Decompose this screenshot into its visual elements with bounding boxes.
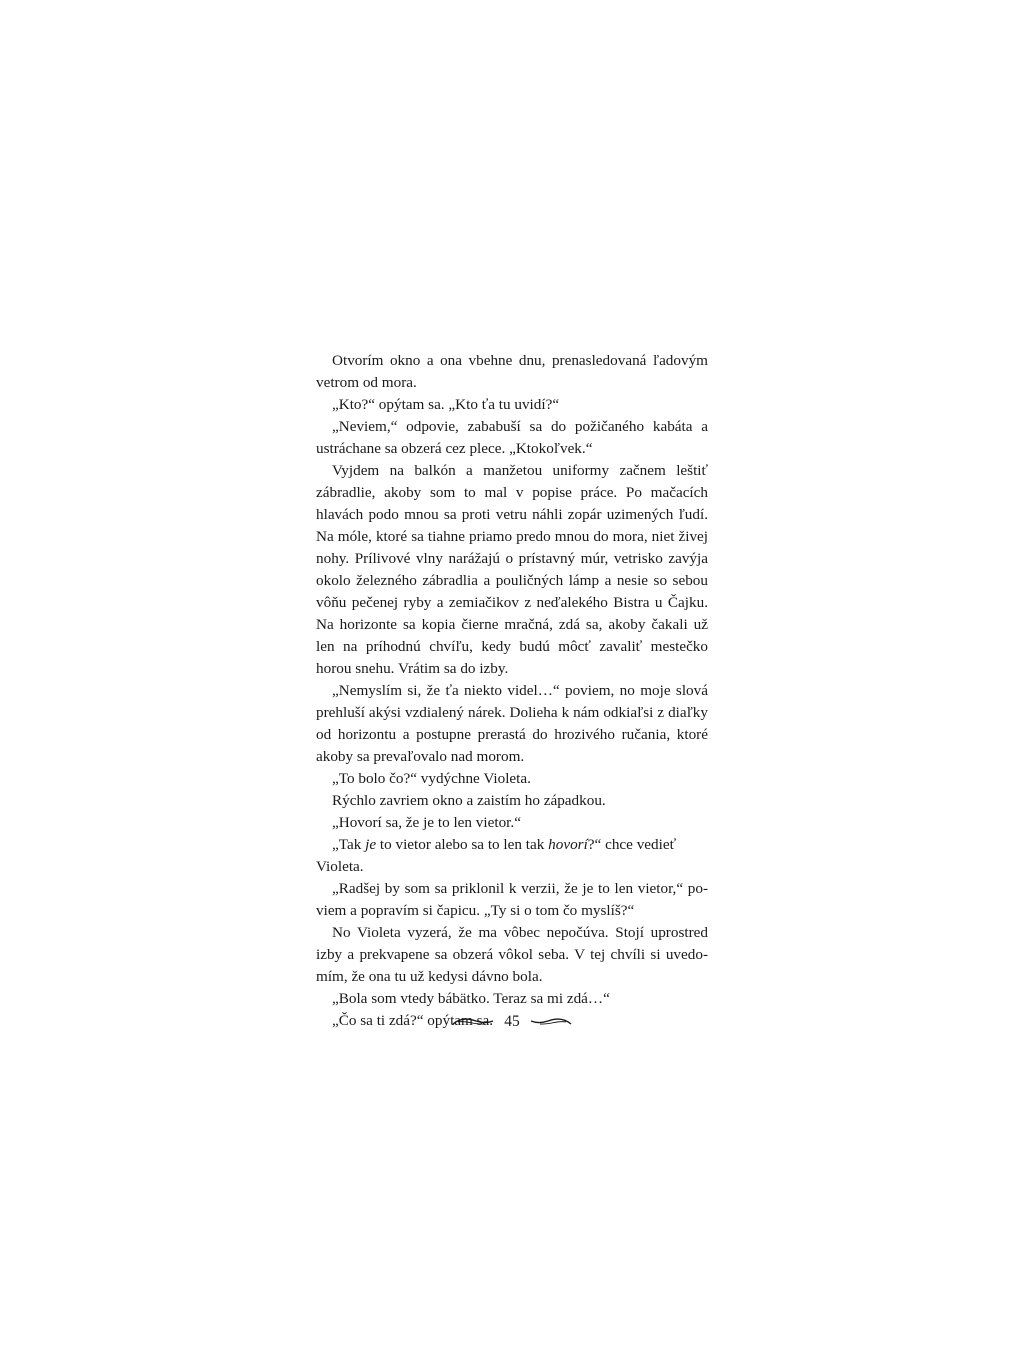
paragraph: „Čo sa ti zdá?“ opýtam sa. — [332, 1012, 494, 1029]
text-segment: ?“ chce vedieť Violeta. — [316, 836, 677, 875]
flourish-left-icon — [452, 1016, 494, 1028]
paragraph: „To bolo čo?“ vydýchne Violeta. — [332, 770, 531, 787]
paragraph: „Bola som vtedy bábätko. Teraz sa mi zdá…“ — [332, 990, 610, 1007]
paragraph: Vyjdem na balkón a manžetou uniformy začnem leštiť zábradlie, akoby som to mal v popise práce. Po mačacích hlavách podo mnou sa proti vetru náhli zopár uzimených ľudí. Na móle, ktoré sa tiahne priamo predo mnou do mora, niet živej nohy. Prílivové vlny narážajú o prístavný múr, vetrisko zavýja okolo železného zábradlia a pouličných lámp a nesie so sebou vôňu pečenej ryby a zemiačikov z neďalekého Bistra u Čajku. Na horizonte sa kopia čierne mračná, zdá sa, akoby čakali už len na príhodnú chvíľu, kedy budú môcť zavaliť mestečko horou snehu. Vrátim sa do izby. — [316, 462, 708, 677]
text-segment: „Tak — [332, 836, 366, 853]
page-footer — [316, 1010, 708, 1034]
paragraph: „Kto?“ opýtam sa. „Kto ťa tu uvidí?“ — [332, 396, 560, 413]
paragraph-with-italics — [316, 834, 708, 878]
paragraph: „Neviem,“ odpovie, zababuší sa do požičaného kabáta a ustráchane sa obzerá cez plece. „Ktokoľvek.“ — [316, 418, 708, 457]
page-body-text — [316, 350, 708, 1032]
italic-segment: je — [365, 836, 377, 853]
text-segment: to vietor alebo sa to len tak — [376, 836, 549, 853]
paragraph: „Hovorí sa, že je to len vietor.“ — [332, 814, 521, 831]
paragraph: Rýchlo zavriem okno a zaistím ho západkou. — [332, 792, 606, 809]
paragraph: „Radšej by som sa priklonil k verzii, že je to len vietor,“ poviem a popravím si čapicu. „Ty si o tom čo myslíš?“ — [316, 880, 708, 919]
flourish-right-icon — [530, 1016, 572, 1028]
page-number: 45 — [504, 1013, 520, 1030]
paragraph: Otvorím okno a ona vbehne dnu, prenasledovaná ľadovým vetrom od mora. — [316, 352, 708, 391]
paragraph: „Nemyslím si, že ťa niekto videl…“ poviem, no moje slová prehluší akýsi vzdialený nárek. Dolieha k nám odkiaľsi z diaľky od horizontu a postupne prerastá do hrozivého ručania, ktoré akoby sa prevaľovalo nad morom. — [316, 682, 708, 765]
paragraph: No Violeta vyzerá, že ma vôbec nepočúva. Stojí uprostred izby a prekvapene sa obzerá vôkol seba. V tej chvíli si uvedomím, že ona tu už kedysi dávno bola. — [316, 924, 708, 985]
italic-segment: hovorí — [548, 836, 588, 853]
